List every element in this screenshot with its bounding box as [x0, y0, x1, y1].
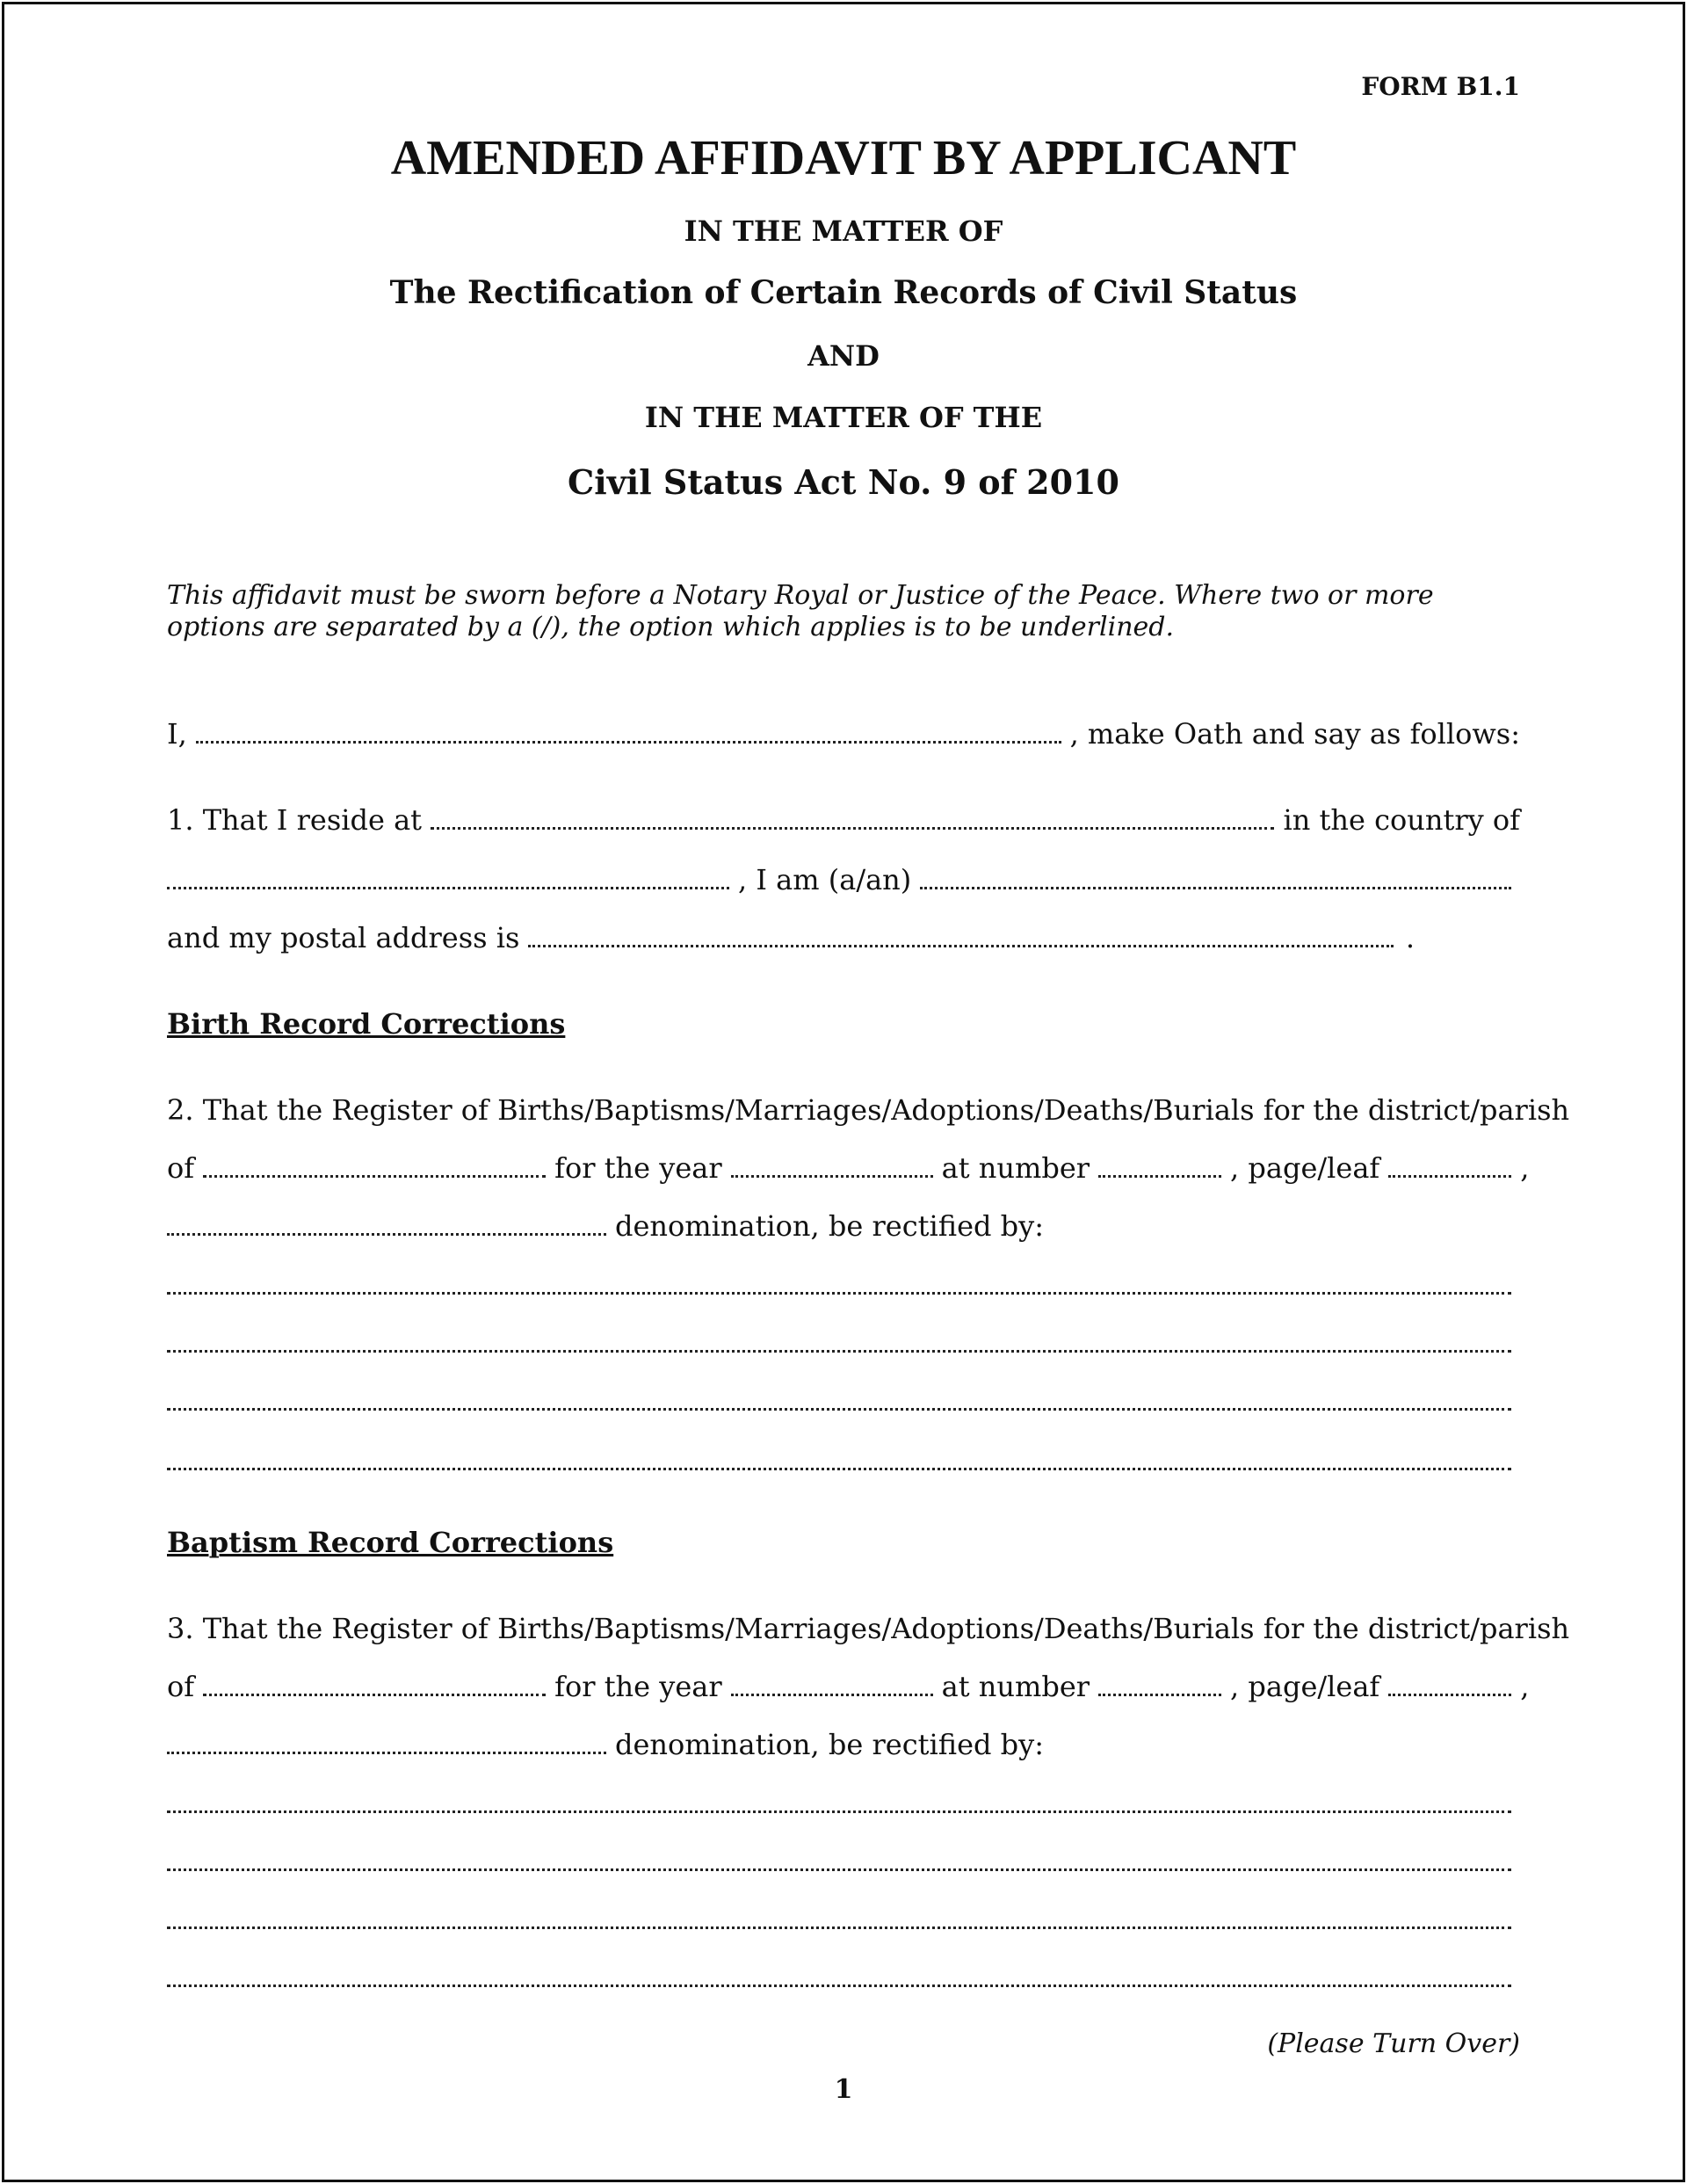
section-heading: Birth Record Corrections: [167, 1007, 566, 1041]
in-the-matter-of-the: IN THE MATTER OF THE: [644, 401, 1043, 434]
rectification-line[interactable]: [167, 1868, 1511, 1871]
section-intro: [167, 1612, 1570, 1651]
page-field[interactable]: [1388, 1672, 1511, 1696]
residence-line-2: [167, 863, 1520, 902]
denomination-line: [167, 1209, 1520, 1248]
country-field[interactable]: [167, 866, 729, 889]
rectification-line[interactable]: [167, 1350, 1511, 1353]
postal-suffix: .: [1405, 921, 1415, 954]
rectification-line[interactable]: [167, 1408, 1511, 1411]
occupation-label: , I am (a/an): [738, 863, 912, 896]
trailing-comma: ,: [1520, 1670, 1530, 1703]
year-label: for the year: [554, 1151, 722, 1185]
of-label: of: [167, 1670, 195, 1703]
year-field[interactable]: [731, 1672, 933, 1696]
instructions: This affidavit must be sworn before a Notary Royal or Justice of the Peace. Where two or more options are separated by a (/), the option which applies is to be underlined.: [167, 580, 1434, 642]
section-heading: Baptism Record Corrections: [167, 1526, 614, 1559]
residence-address-field[interactable]: [431, 806, 1274, 830]
and-label: AND: [807, 339, 880, 373]
deponent-name-field[interactable]: [196, 720, 1061, 744]
year-label: for the year: [554, 1670, 722, 1703]
of-label: of: [167, 1151, 195, 1185]
trailing-comma: ,: [1520, 1151, 1530, 1185]
denomination-label: denomination, be rectified by:: [615, 1728, 1044, 1761]
page-border: [2, 2, 1685, 2182]
matter-subject: The Rectification of Certain Records of Civil Status: [389, 274, 1298, 311]
number-field[interactable]: [1098, 1154, 1221, 1178]
form-id: FORM B1.1: [1361, 72, 1520, 101]
document-title: AMENDED AFFIDAVIT BY APPLICANT: [390, 131, 1297, 185]
denomination-field[interactable]: [167, 1731, 606, 1754]
oath-line: [167, 717, 1520, 756]
number-label: at number: [941, 1670, 1090, 1703]
oath-prefix: I,: [167, 717, 187, 751]
act-title: Civil Status Act No. 9 of 2010: [568, 462, 1119, 502]
oath-suffix: , make Oath and say as follows:: [1069, 717, 1520, 751]
section-intro-text: 2. That the Register of Births/Baptisms/Marriages/Adoptions/Deaths/Burials for the district/parish: [167, 1093, 1570, 1127]
rectification-line[interactable]: [167, 1810, 1511, 1813]
page-label: , page/leaf: [1230, 1151, 1380, 1185]
reside-suffix: in the country of: [1283, 803, 1520, 837]
residence-line-3: [167, 921, 1520, 960]
number-field[interactable]: [1098, 1672, 1221, 1696]
postal-prefix: and my postal address is: [167, 921, 520, 954]
section-intro: [167, 1093, 1570, 1132]
occupation-field[interactable]: [920, 866, 1511, 889]
denomination-line: [167, 1728, 1520, 1767]
rectification-line[interactable]: [167, 1984, 1511, 1987]
district-field[interactable]: [203, 1154, 546, 1178]
in-the-matter-of: IN THE MATTER OF: [684, 214, 1003, 248]
please-turn-over: (Please Turn Over): [1267, 2028, 1520, 2059]
rectification-line[interactable]: [167, 1468, 1511, 1470]
rectification-line[interactable]: [167, 1292, 1511, 1295]
denomination-field[interactable]: [167, 1212, 606, 1236]
register-details-line: [167, 1670, 1530, 1709]
number-label: at number: [941, 1151, 1090, 1185]
page-field[interactable]: [1388, 1154, 1511, 1178]
section-intro-text: 3. That the Register of Births/Baptisms/Marriages/Adoptions/Deaths/Burials for the district/parish: [167, 1612, 1570, 1645]
denomination-label: denomination, be rectified by:: [615, 1209, 1044, 1243]
register-details-line: [167, 1151, 1530, 1190]
rectification-line[interactable]: [167, 1926, 1511, 1929]
year-field[interactable]: [731, 1154, 933, 1178]
postal-address-field[interactable]: [528, 924, 1393, 947]
reside-prefix: 1. That I reside at: [167, 803, 422, 837]
district-field[interactable]: [203, 1672, 546, 1696]
page-number: 1: [834, 2074, 853, 2105]
page-label: , page/leaf: [1230, 1670, 1380, 1703]
residence-line-1: [167, 803, 1520, 842]
